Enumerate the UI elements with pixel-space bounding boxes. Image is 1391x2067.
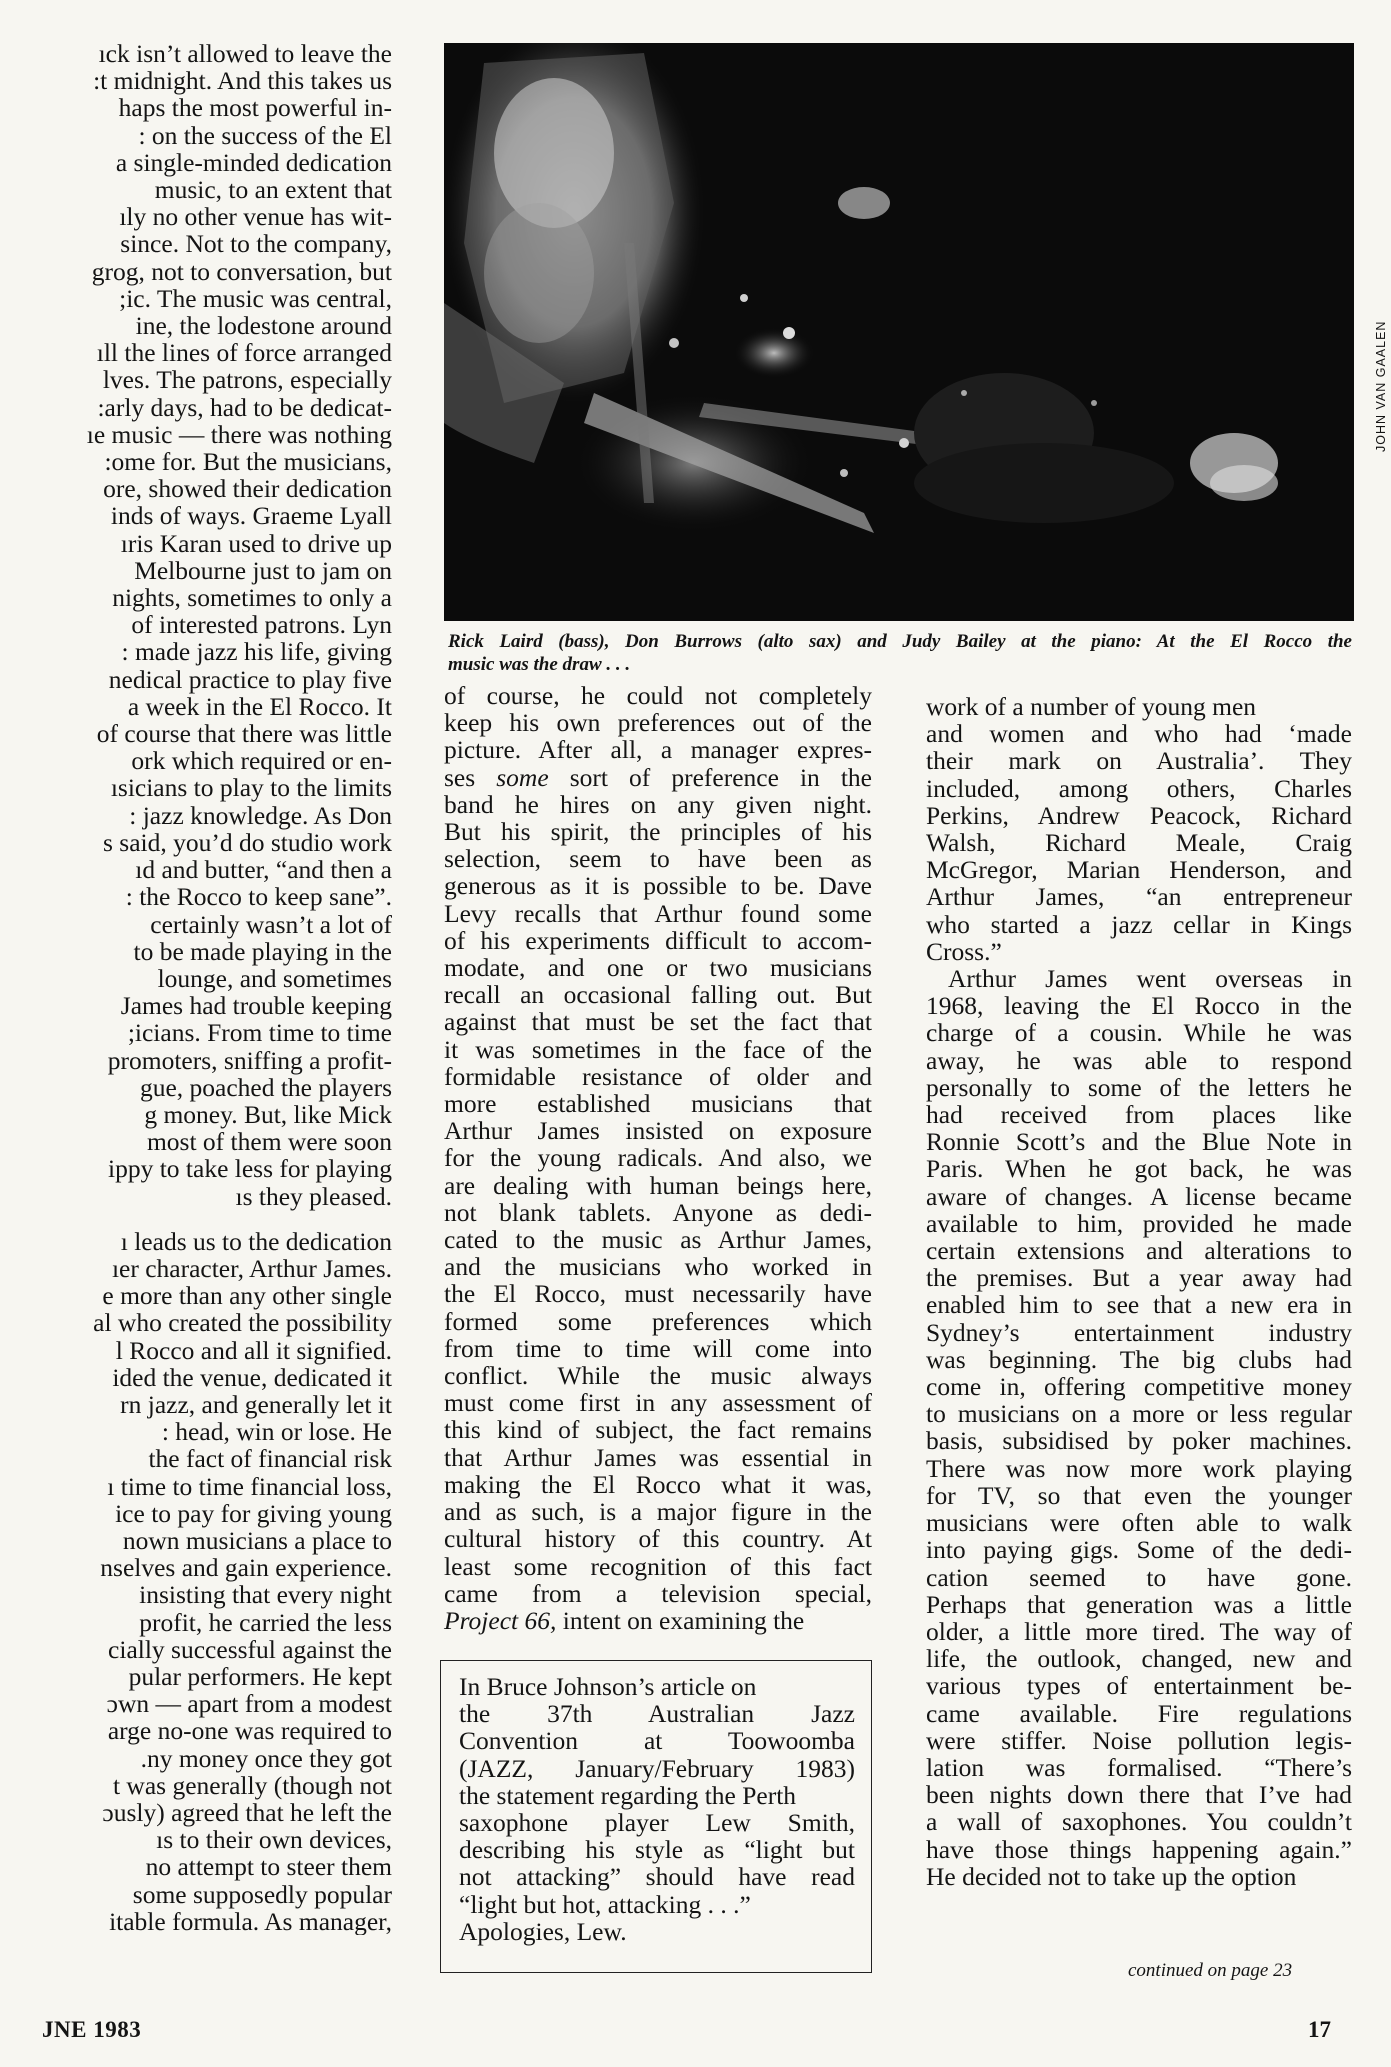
correction-line: (JAZZ, January/February 1983) xyxy=(459,1753,855,1783)
column1-line: : jazz knowledge. As Don xyxy=(129,800,392,830)
column3-line: older, a little more tired. The way of xyxy=(926,1616,1352,1646)
emphasis-run: some xyxy=(496,762,549,792)
column1-line: ısicians to play to the limits xyxy=(110,773,392,803)
column1-line: certainly wasn’t a lot of xyxy=(150,909,392,939)
column3-paragraph-1 xyxy=(926,693,1352,965)
caption-line: music was the draw . . . xyxy=(448,654,631,675)
column1-line: ippy to take less for playing xyxy=(108,1154,392,1184)
column1-line: :ome for. But the musicians, xyxy=(104,447,392,477)
column1-line: ıer character, Arthur James. xyxy=(111,1253,392,1283)
column1-line: :arly days, had to be dedicat- xyxy=(97,392,392,422)
column1-line: ore, showed their dedication xyxy=(103,474,392,504)
column2-line: that Arthur James was essential in xyxy=(444,1442,872,1472)
column1-line: ;icians. From time to time xyxy=(127,1018,392,1048)
column3-line: away, he was able to respond xyxy=(926,1045,1352,1075)
column1-line: : head, win or lose. He xyxy=(161,1417,392,1447)
column2-line: band he hires on any given night. xyxy=(444,789,872,819)
column1-line: inds of ways. Graeme Lyall xyxy=(110,501,392,531)
column3-line: life, the outlook, changed, new and xyxy=(926,1644,1352,1674)
article-column-2 xyxy=(444,682,872,1634)
column1-paragraph-1 xyxy=(0,40,392,1210)
column1-line: ıs they pleased. xyxy=(235,1181,392,1211)
column3-line: were stiffer. Noise pollution legis- xyxy=(926,1725,1352,1755)
column1-line: s said, you’d do studio work xyxy=(103,827,392,857)
column2-line: this kind of subject, the fact remains xyxy=(444,1415,872,1445)
column2-line: against that must be set the fact that xyxy=(444,1007,872,1037)
column1-line: ıe music — there was nothing xyxy=(86,419,392,449)
column3-line: cation seemed to have gone. xyxy=(926,1562,1352,1592)
column1-line: ided the venue, dedicated it xyxy=(112,1362,392,1392)
column1-line: ine, the lodestone around xyxy=(135,311,392,341)
article-column-3 xyxy=(926,693,1352,1890)
column1-line: a single-minded dedication xyxy=(115,147,392,177)
column3-line: Arthur James, “an entrepreneur xyxy=(926,882,1352,912)
column1-line: lounge, and sometimes xyxy=(157,963,392,993)
column1-line: lves. The patrons, especially xyxy=(102,365,392,395)
column2-line: came from a television special, xyxy=(444,1578,872,1608)
column2-line: it was sometimes in the face of the xyxy=(444,1034,872,1064)
column3-line: have those things happening again.” xyxy=(926,1834,1352,1864)
column3-line: available to him, provided he made xyxy=(926,1208,1352,1238)
column2-line: Levy recalls that Arthur found some xyxy=(444,898,872,928)
column1-line: g money. But, like Mick xyxy=(144,1099,392,1129)
column1-line: nedical practice to play five xyxy=(108,664,392,694)
column2-line: cultural history of this country. At xyxy=(444,1524,872,1554)
column1-line: ıd and butter, “and then a xyxy=(135,855,392,885)
column3-line: Cross.” xyxy=(926,936,1002,966)
photo-caption xyxy=(448,630,1352,676)
column3-line: the premises. But a year away had xyxy=(926,1263,1352,1293)
continued-on-page-note: continued on page 23 xyxy=(1128,1960,1293,1981)
column3-line: lation was formalised. “There’s xyxy=(926,1752,1352,1782)
column3-line: work of a number of young men xyxy=(926,692,1257,721)
text-run: sort of preference in the xyxy=(548,762,873,792)
column1-line: no attempt to steer them xyxy=(145,1852,392,1882)
photo-rick-laird-don-burrows-judy-bailey xyxy=(444,43,1354,621)
column1-line: the fact of financial risk xyxy=(148,1444,392,1474)
correction-line: Apologies, Lew. xyxy=(459,1916,627,1946)
column3-line: basis, subsidised by poker machines. xyxy=(926,1426,1352,1456)
correction-line: not attacking” should have read xyxy=(459,1862,855,1892)
column1-line: al who created the possibility xyxy=(93,1308,392,1338)
column1-line: ıris Karan used to drive up xyxy=(120,528,392,558)
column3-paragraph-2 xyxy=(926,965,1352,1890)
column3-line: certain extensions and alterations to xyxy=(926,1236,1352,1266)
column2-line: formed some preferences which xyxy=(444,1306,872,1336)
column3-line: for TV, so that even the younger xyxy=(926,1480,1352,1510)
column3-line: their mark on Australia’. They xyxy=(926,746,1352,776)
page-number: 17 xyxy=(1308,2017,1331,2042)
column2-line: of his experiments difficult to accom- xyxy=(444,925,872,955)
column1-line: nselves and gain experience. xyxy=(100,1553,392,1583)
column2-line: cated to the music as Arthur James, xyxy=(444,1225,872,1255)
column1-line: to be made playing in the xyxy=(133,936,392,966)
column1-line: insisting that every night xyxy=(139,1580,392,1610)
column1-line: : the Rocco to keep sane”. xyxy=(125,882,392,912)
column2-line: must come first in any assessment of xyxy=(444,1388,872,1418)
column3-line: He decided not to take up the option xyxy=(926,1861,1297,1891)
column1-line: ı time to time financial loss, xyxy=(107,1471,392,1501)
column3-line: been nights down there that I’ve had xyxy=(926,1780,1352,1810)
column2-line: least some recognition of this fact xyxy=(444,1551,872,1581)
column3-line: to musicians on a more or less regular xyxy=(926,1399,1352,1429)
column1-line: l Rocco and all it signified. xyxy=(115,1335,392,1365)
column2-line: conflict. While the music always xyxy=(444,1361,872,1391)
column2-line: the El Rocco, must necessarily have xyxy=(444,1279,872,1309)
column1-line: : on the success of the El xyxy=(138,120,392,150)
column1-line: gue, poached the players xyxy=(139,1072,392,1102)
column3-line: 1968, leaving the El Rocco in the xyxy=(926,991,1352,1021)
column1-line: itable formula. As manager, xyxy=(109,1906,392,1936)
column1-line: .ny money once they got xyxy=(140,1743,392,1773)
column1-line: most of them were soon xyxy=(146,1127,392,1157)
text-run: intent on examining the xyxy=(556,1605,805,1635)
column2-line: modate, and one or two musicians xyxy=(444,953,872,983)
column1-line: since. Not to the company, xyxy=(120,229,392,259)
column2-line: picture. After all, a manager expres- xyxy=(444,735,872,765)
column1-line: ıll the lines of force arranged xyxy=(96,338,392,368)
column1-line: music, to an extent that xyxy=(154,175,392,205)
column3-line: personally to some of the letters he xyxy=(926,1072,1352,1102)
column2-line: Arthur James insisted on exposure xyxy=(444,1116,872,1146)
column1-line: a week in the El Rocco. It xyxy=(127,691,392,721)
correction-line: Convention at Toowoomba xyxy=(459,1726,855,1756)
photo-credit: JOHN VAN GAALEN xyxy=(1374,320,1388,452)
column3-line: various types of entertainment be- xyxy=(926,1671,1352,1701)
column3-line: had received from places like xyxy=(926,1100,1352,1130)
column1-line: : made jazz his life, giving xyxy=(121,637,392,667)
column3-line: musicians were often able to walk xyxy=(926,1508,1352,1538)
article-column-1 xyxy=(0,40,392,1935)
column2-line xyxy=(444,1607,872,1634)
issue-date: JNE 1983 xyxy=(42,2017,142,2042)
column1-line: James had trouble keeping xyxy=(120,991,392,1021)
column3-line: McGregor, Marian Henderson, and xyxy=(926,855,1352,885)
column3-line: aware of changes. A license became xyxy=(926,1181,1352,1211)
column2-line: for the young radicals. And also, we xyxy=(444,1143,872,1173)
column3-line: Perhaps that generation was a little xyxy=(926,1589,1352,1619)
column2-line: keep his own preferences out of the xyxy=(444,708,872,738)
correction-line: saxophone player Lew Smith, xyxy=(459,1808,855,1838)
column2-line: But his spirit, the principles of his xyxy=(444,817,872,847)
program-title: Project 66, xyxy=(444,1605,557,1635)
column1-line: profit, he carried the less xyxy=(139,1607,392,1637)
column2-line: making the El Rocco what it was, xyxy=(444,1469,872,1499)
column2-line: recall an occasional falling out. But xyxy=(444,980,872,1010)
text-run: ses xyxy=(444,762,497,792)
column3-line: came available. Fire regulations xyxy=(926,1698,1352,1728)
column1-line: some supposedly popular xyxy=(132,1879,392,1909)
column2-line: not blank tablets. Anyone as dedi- xyxy=(444,1197,872,1227)
column1-line: t was generally (though not xyxy=(112,1770,392,1800)
column3-line: Perkins, Andrew Peacock, Richard xyxy=(926,800,1352,830)
column1-line: arge no-one was required to xyxy=(107,1716,392,1746)
correction-notice-box xyxy=(440,1660,872,1973)
column1-line: of course that there was little xyxy=(96,719,392,749)
column1-line: cially successful against the xyxy=(108,1634,392,1664)
column1-paragraph-2 xyxy=(0,1228,392,1935)
column1-line: ork which required or en- xyxy=(131,746,392,776)
column1-line: of interested patrons. Lyn xyxy=(131,610,392,640)
column3-line: Paris. When he got back, he was xyxy=(926,1154,1352,1184)
column1-line: grog, not to conversation, but xyxy=(91,256,392,286)
column1-line: nown musicians a place to xyxy=(122,1525,392,1555)
correction-line: “light but hot, attacking . . .” xyxy=(459,1889,751,1919)
column2-line: generous as it is possible to be. Dave xyxy=(444,871,872,901)
column3-line: charge of a cousin. While he was xyxy=(926,1018,1352,1048)
column3-line: come in, offering competitive money xyxy=(926,1372,1352,1402)
column1-line: pular performers. He kept xyxy=(128,1661,392,1691)
column3-line: Arthur James went overseas in xyxy=(948,964,1352,994)
column1-line: promoters, sniffing a profit- xyxy=(107,1045,392,1075)
correction-line: In Bruce Johnson’s article on xyxy=(459,1672,757,1701)
column1-line: ice to pay for giving young xyxy=(115,1498,392,1528)
column3-line: who started a jazz cellar in Kings xyxy=(926,909,1352,939)
column3-line: and women and who had ‘made xyxy=(926,719,1352,749)
caption-line: Rick Laird (bass), Don Burrows (alto sax) and Judy Bailey at the piano: At the El Rocco the xyxy=(448,631,1352,652)
column1-line: haps the most powerful in- xyxy=(118,93,392,123)
correction-line: the 37th Australian Jazz xyxy=(459,1699,855,1729)
column2-line: from time to time will come into xyxy=(444,1333,872,1363)
column3-line: Walsh, Richard Meale, Craig xyxy=(926,828,1352,858)
photo-image xyxy=(444,43,1354,621)
column1-line: :t midnight. And this takes us xyxy=(93,66,392,96)
column2-line: more established musicians that xyxy=(444,1089,872,1119)
column3-line: included, among others, Charles xyxy=(926,773,1352,803)
column3-line: into paying gigs. Some of the dedi- xyxy=(926,1535,1352,1565)
column1-line: ıck isn’t allowed to leave the xyxy=(98,40,392,68)
column2-line: are dealing with human beings here, xyxy=(444,1170,872,1200)
column1-line: ı leads us to the dedication xyxy=(120,1226,392,1256)
column3-line: There was now more work playing xyxy=(926,1453,1352,1483)
column2-line: of course, he could not completely xyxy=(444,681,872,710)
column2-line: and the musicians who worked in xyxy=(444,1252,872,1282)
column2-line: selection, seem to have been as xyxy=(444,844,872,874)
column1-line: ɔwn — apart from a modest xyxy=(106,1689,392,1719)
column2-line xyxy=(444,764,872,791)
column1-line: e more than any other single xyxy=(102,1281,392,1311)
column3-line: Sydney’s entertainment industry xyxy=(926,1317,1352,1347)
column1-line: ɔusly) agreed that he left the xyxy=(102,1798,392,1827)
correction-line: the statement regarding the Perth xyxy=(459,1780,797,1810)
column1-line: nights, sometimes to only a xyxy=(112,583,392,613)
column1-line: ;ic. The music was central, xyxy=(119,283,392,313)
column3-line: Ronnie Scott’s and the Blue Note in xyxy=(926,1127,1352,1157)
column2-line: formidable resistance of older and xyxy=(444,1061,872,1091)
column1-line: ıly no other venue has wit- xyxy=(119,202,392,232)
column3-line: a wall of saxophones. You couldn’t xyxy=(926,1807,1352,1837)
column1-line: rn jazz, and generally let it xyxy=(120,1389,392,1419)
column3-line: enabled him to see that a new era in xyxy=(926,1290,1352,1320)
correction-line: describing his style as “light but xyxy=(459,1835,855,1865)
column1-line: Melbourne just to jam on xyxy=(134,555,392,585)
column2-line: and as such, is a major figure in the xyxy=(444,1497,872,1527)
column3-line: was beginning. The big clubs had xyxy=(926,1344,1352,1374)
column1-line: ıs to their own devices, xyxy=(156,1825,392,1855)
